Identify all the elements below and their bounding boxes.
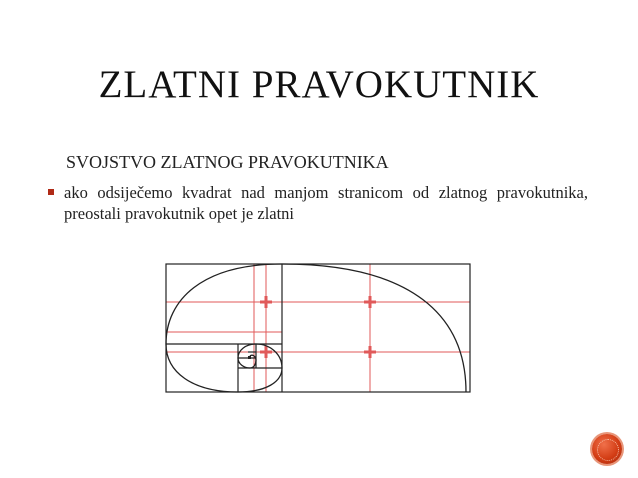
slide-subtitle: SVOJSTVO ZLATNOG PRAVOKUTNIKA bbox=[66, 152, 389, 172]
golden-rectangle-figure bbox=[162, 260, 474, 396]
circle-nav-button-icon[interactable] bbox=[592, 434, 622, 464]
golden-spiral bbox=[166, 264, 466, 392]
bullet-item bbox=[48, 182, 588, 224]
bullet-text: ako odsiječemo kvadrat nad manjom stranicom od zlatnog pravokutnika, preostali pravokutnik opet je zlatni bbox=[64, 183, 588, 223]
golden-rectangle-squares bbox=[166, 264, 470, 392]
red-guide-lines bbox=[166, 264, 470, 392]
red-intersection-markers bbox=[260, 296, 376, 358]
slide-title: ZLATNI PRAVOKUTNIK bbox=[98, 63, 540, 106]
nav-button-ring bbox=[597, 439, 619, 461]
spiral-center-dot bbox=[248, 356, 251, 359]
square-bullet-icon bbox=[48, 189, 54, 195]
